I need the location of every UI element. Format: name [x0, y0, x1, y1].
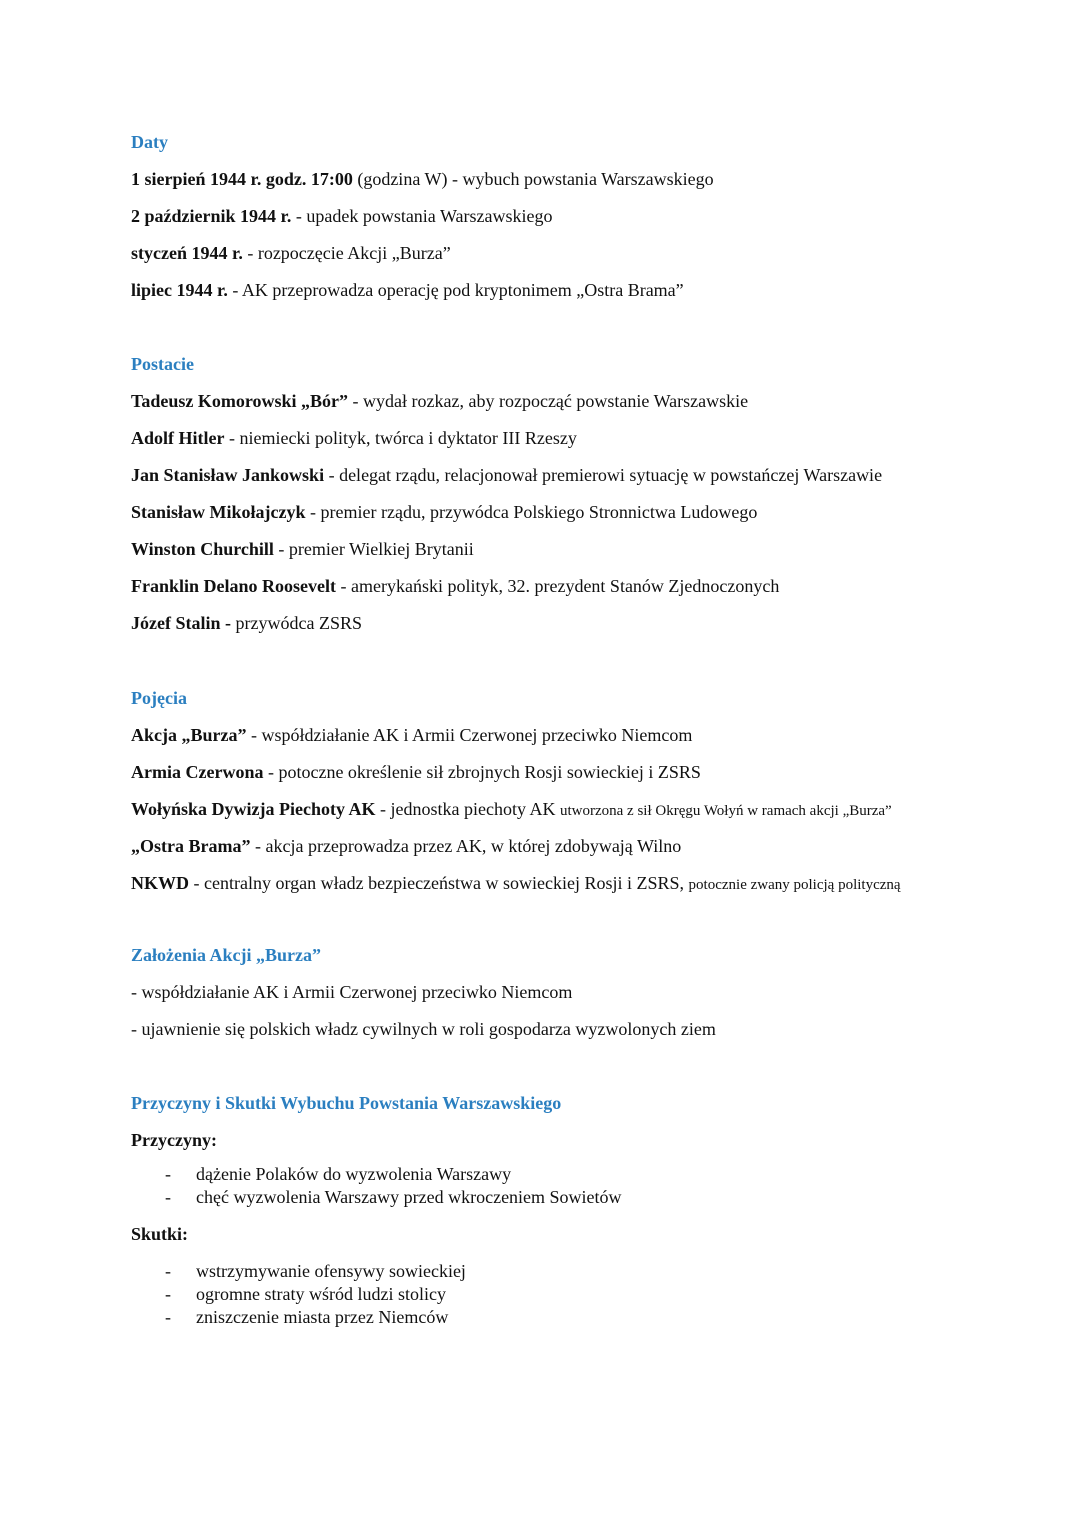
person-desc: - delegat rządu, relacjonował premierowi sytuację w powstańczej Warszawie [324, 465, 883, 485]
person-row [131, 424, 1011, 452]
date-desc: - upadek powstania Warszawskiego [291, 206, 553, 226]
section-przyczyny-skutki [131, 1089, 1011, 1329]
person-name: Adolf Hitler [131, 428, 225, 448]
term-desc: - jednostka piechoty AK [375, 799, 560, 819]
section-zalozenia [131, 941, 1011, 1043]
person-desc: - amerykański polityk, 32. prezydent Stanów Zjednoczonych [336, 576, 780, 596]
person-name: Józef Stalin - [131, 613, 231, 633]
section-daty [131, 128, 1011, 304]
term-row [131, 758, 1011, 786]
date-row [131, 239, 1011, 267]
list-item-text: dążenie Polaków do wyzwolenia Warszawy [196, 1164, 512, 1184]
date-term: 2 październik 1944 r. [131, 206, 292, 226]
heading-daty: Daty [131, 132, 168, 152]
list-item-text: zniszczenie miasta przez Niemców [196, 1307, 449, 1327]
heading-pojecia: Pojęcia [131, 688, 187, 708]
przyczyny-list [131, 1163, 1011, 1209]
term-desc: - potoczne określenie sił zbrojnych Rosji sowieckiej i ZSRS [263, 762, 701, 782]
term-name: Armia Czerwona [131, 762, 264, 782]
person-row [131, 387, 1011, 415]
term-desc: - współdziałanie AK i Armii Czerwonej przeciwko Niemcom [246, 725, 693, 745]
dash-bullet: - [165, 1261, 171, 1281]
term-row [131, 721, 1011, 749]
dash-bullet: - [165, 1187, 171, 1207]
date-desc: (godzina W) - wybuch powstania Warszawskiego [352, 169, 714, 189]
przyczyny-label: Przyczyny: [131, 1130, 217, 1150]
person-row [131, 609, 1011, 637]
term-name: NKWD [131, 873, 189, 893]
person-desc: - niemiecki polityk, twórca i dyktator III Rzeszy [224, 428, 577, 448]
list-item-text: wstrzymywanie ofensywy sowieckiej [196, 1261, 466, 1281]
list-item [131, 1186, 1011, 1209]
heading-postacie: Postacie [131, 354, 194, 374]
term-desc: - akcja przeprowadza przez AK, w której zdobywają Wilno [250, 836, 682, 856]
person-name: Franklin Delano Roosevelt [131, 576, 336, 596]
date-row [131, 202, 1011, 230]
assumption-item: - współdziałanie AK i Armii Czerwonej przeciwko Niemcom [131, 982, 573, 1002]
term-name: Wołyńska Dywizja Piechoty AK [131, 799, 376, 819]
list-item [131, 1306, 1011, 1329]
person-row [131, 535, 1011, 563]
list-item-text: chęć wyzwolenia Warszawy przed wkroczeniem Sowietów [196, 1187, 622, 1207]
person-desc: przywódca ZSRS [230, 613, 362, 633]
term-desc: - centralny organ władz bezpieczeństwa w sowieckiej Rosji i ZSRS, [189, 873, 689, 893]
term-desc-small: utworzona z sił Okręgu Wołyń w ramach akcji „Burza” [559, 803, 892, 819]
dash-bullet: - [165, 1164, 171, 1184]
term-name: „Ostra Brama” [131, 836, 251, 856]
dash-bullet: - [165, 1284, 171, 1304]
list-item [131, 1283, 1011, 1306]
person-name: Winston Churchill [131, 539, 274, 559]
person-row [131, 498, 1011, 526]
date-row [131, 165, 1011, 193]
date-row [131, 276, 1011, 304]
list-item [131, 1260, 1011, 1283]
list-item-text: ogromne straty wśród ludzi stolicy [196, 1284, 446, 1304]
person-row [131, 572, 1011, 600]
dash-bullet: - [165, 1307, 171, 1327]
person-name: Jan Stanisław Jankowski [131, 465, 325, 485]
person-desc: - wydał rozkaz, aby rozpocząć powstanie Warszawskie [348, 391, 749, 411]
list-item [131, 1163, 1011, 1186]
section-postacie [131, 350, 1011, 637]
date-desc: - AK przeprowadza operację pod kryptonimem „Ostra Brama” [227, 280, 684, 300]
person-desc: - premier rządu, przywódca Polskiego Stronnictwa Ludowego [305, 502, 758, 522]
date-term: styczeń 1944 r. [131, 243, 243, 263]
heading-zalozenia: Założenia Akcji „Burza” [131, 945, 321, 965]
skutki-list [131, 1260, 1011, 1329]
skutki-label: Skutki: [131, 1224, 189, 1244]
person-row [131, 461, 1011, 489]
section-pojecia [131, 684, 1011, 897]
term-desc-small: potocznie zwany policją polityczną [688, 877, 901, 893]
assumption-item: - ujawnienie się polskich władz cywilnych w roli gospodarza wyzwolonych ziem [131, 1019, 716, 1039]
person-desc: - premier Wielkiej Brytanii [273, 539, 474, 559]
term-row [131, 795, 1011, 823]
heading-przyczyny-skutki: Przyczyny i Skutki Wybuchu Powstania Warszawskiego [131, 1093, 562, 1113]
date-term: lipiec 1944 r. [131, 280, 228, 300]
term-row [131, 869, 1011, 897]
person-name: Stanisław Mikołajczyk [131, 502, 306, 522]
term-row [131, 832, 1011, 860]
term-name: Akcja „Burza” [131, 725, 247, 745]
date-desc: - rozpoczęcie Akcji „Burza” [242, 243, 451, 263]
date-term: 1 sierpień 1944 r. godz. 17:00 [131, 169, 353, 189]
person-name: Tadeusz Komorowski „Bór” [131, 391, 349, 411]
